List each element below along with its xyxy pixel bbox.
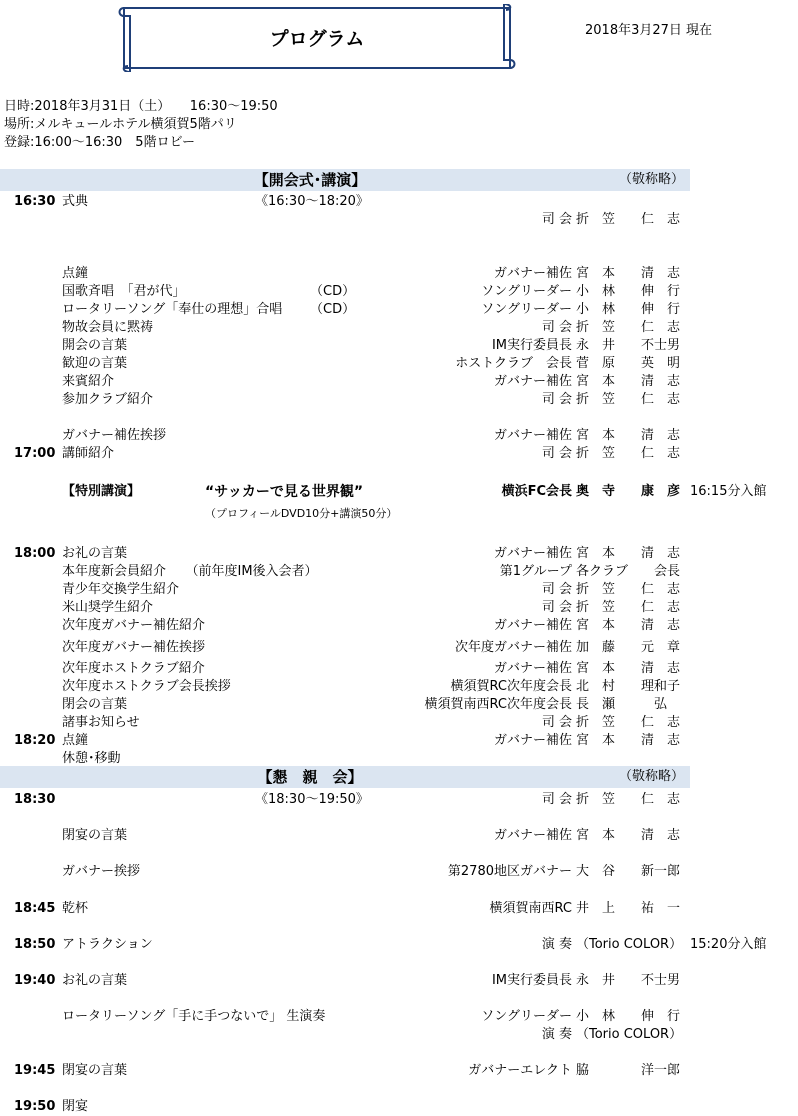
row-role: ガバナー補佐 <box>493 618 572 633</box>
row-role: ガバナーエレクト <box>468 1063 572 1078</box>
row-role: 司 会 <box>541 212 572 227</box>
row-role: 演 奏 <box>541 1027 572 1042</box>
row-role: ホストクラブ 会長 <box>455 356 572 371</box>
section-note: （敬称略） <box>618 172 684 187</box>
row-name: 脇 洋一郎 <box>576 1063 681 1078</box>
event-venue: 場所:メルキュールホテル横須賀5階パリ <box>4 117 237 132</box>
row-name: 小 林 伸 行 <box>576 1009 681 1024</box>
row-role: 第1グループ <box>499 564 572 579</box>
row-name: 折 笠 仁 志 <box>576 715 681 730</box>
row-item: ガバナー挨拶 <box>62 864 141 879</box>
row-role: ソングリーダー <box>481 1009 572 1024</box>
row-role: 司 会 <box>541 600 572 615</box>
row-name: 宮 本 清 志 <box>576 266 681 281</box>
row-role: IM実行委員長 <box>491 973 572 988</box>
row-name: 宮 本 清 志 <box>576 828 681 843</box>
row-item: 閉宴 <box>62 1099 89 1114</box>
row-item: 来賓紹介 <box>62 374 115 389</box>
row-item: 閉宴の言葉 <box>62 828 128 843</box>
row-role: 司 会 <box>541 392 572 407</box>
row-note: 《18:30〜19:50》 <box>255 792 369 807</box>
row-role: 司 会 <box>541 792 572 807</box>
section-band-reception <box>0 766 690 788</box>
row-time: 18:50 <box>14 937 56 952</box>
row-arrival: 15:20分入館 <box>690 937 767 952</box>
row-name: （Torio COLOR） <box>576 937 683 952</box>
row-role: 横須賀南西RC次年度会長 <box>424 697 572 712</box>
row-item: 参加クラブ紹介 <box>62 392 154 407</box>
row-role: ガバナー補佐 <box>493 546 572 561</box>
row-name: 宮 本 清 志 <box>576 428 681 443</box>
row-note: “サッカーで見る世界観” <box>205 484 364 500</box>
row-item: 点鐘 <box>62 733 89 748</box>
row-name: 宮 本 清 志 <box>576 733 681 748</box>
title-banner <box>118 4 516 72</box>
row-name: 折 笠 仁 志 <box>576 600 681 615</box>
row-role: ガバナー補佐 <box>493 661 572 676</box>
row-item: 次年度ガバナー補佐挨拶 <box>62 640 206 655</box>
row-time: 18:00 <box>14 546 56 561</box>
row-item: アトラクション <box>62 937 153 952</box>
row-name: 長 瀬 弘 <box>576 697 668 712</box>
row-time: 17:00 <box>14 446 56 461</box>
row-time: 18:20 <box>14 733 56 748</box>
section-title: 【開会式･講演】 <box>253 171 367 189</box>
row-role: 演 奏 <box>541 937 572 952</box>
row-item: 式典 <box>62 194 89 209</box>
row-role: 司 会 <box>541 446 572 461</box>
row-time: 18:30 <box>14 792 56 807</box>
row-item: お礼の言葉 <box>62 973 128 988</box>
row-role: ソングリーダー <box>481 284 572 299</box>
row-item: 次年度ガバナー補佐紹介 <box>62 618 206 633</box>
row-item: 本年度新会員紹介 （前年度IM後入会者） <box>62 564 318 579</box>
row-item: 乾杯 <box>62 901 89 916</box>
row-item: 【特別講演】 <box>62 484 141 499</box>
row-name: 永 井 不士男 <box>576 973 681 988</box>
row-role: ガバナー補佐 <box>493 266 572 281</box>
row-role: IM実行委員長 <box>491 338 572 353</box>
row-item: 諸事お知らせ <box>62 715 140 730</box>
row-name: 折 笠 仁 志 <box>576 792 681 807</box>
row-note: 《16:30〜18:20》 <box>255 194 369 209</box>
row-name: 井 上 祐 一 <box>576 901 681 916</box>
row-item: 次年度ホストクラブ紹介 <box>62 661 205 676</box>
row-name: 大 谷 新一郎 <box>576 864 681 879</box>
section-title: 【懇 親 会】 <box>257 768 363 786</box>
row-item: 講師紹介 <box>62 446 115 461</box>
row-note: （プロフィールDVD10分+講演50分） <box>205 507 398 520</box>
page-title: プログラム <box>269 28 365 50</box>
event-registration: 登録:16:00〜16:30 5階ロビー <box>4 135 196 150</box>
row-role: 横須賀南西RC <box>489 901 572 916</box>
row-role: 次年度ガバナー補佐 <box>454 640 572 655</box>
row-time: 18:45 <box>14 901 56 916</box>
row-name: 折 笠 仁 志 <box>576 582 681 597</box>
row-role: ガバナー補佐 <box>493 428 572 443</box>
row-role: 横須賀RC次年度会長 <box>450 679 572 694</box>
row-role: ソングリーダー <box>481 302 572 317</box>
row-note: （CD） <box>310 302 356 317</box>
row-name: 宮 本 清 志 <box>576 374 681 389</box>
row-name: 宮 本 清 志 <box>576 661 681 676</box>
row-name: 小 林 伸 行 <box>576 302 681 317</box>
row-item: ロータリーソング「手に手つないで」 生演奏 <box>62 1009 326 1024</box>
row-item: お礼の言葉 <box>62 546 128 561</box>
row-item: 次年度ホストクラブ会長挨拶 <box>62 679 231 694</box>
row-name: 各クラブ 会長 <box>576 564 681 579</box>
row-name: （Torio COLOR） <box>576 1027 683 1042</box>
row-item: ガバナー補佐挨拶 <box>62 428 167 443</box>
row-role: 横浜FC会長 <box>501 484 572 499</box>
row-time: 19:50 <box>14 1099 56 1114</box>
row-name: 折 笠 仁 志 <box>576 446 681 461</box>
row-note: （CD） <box>310 284 356 299</box>
row-item: 点鐘 <box>62 266 89 281</box>
row-name: 小 林 伸 行 <box>576 284 681 299</box>
row-name: 加 藤 元 章 <box>576 640 681 655</box>
row-name: 宮 本 清 志 <box>576 618 681 633</box>
row-time: 19:40 <box>14 973 56 988</box>
row-name: 北 村 理和子 <box>576 679 681 694</box>
row-item: 国歌斉唱 「君が代」 <box>62 284 186 299</box>
row-item: 歓迎の言葉 <box>62 356 128 371</box>
event-date: 日時:2018年3月31日（土） 16:30〜19:50 <box>4 99 278 114</box>
row-name: 永 井 不士男 <box>576 338 681 353</box>
row-role: ガバナー補佐 <box>493 374 572 389</box>
row-name: 奥 寺 康 彦 <box>576 484 681 499</box>
row-arrival: 16:15分入館 <box>690 484 767 499</box>
section-note: （敬称略） <box>618 769 684 784</box>
as-of-date: 2018年3月27日 現在 <box>585 23 713 38</box>
row-role: ガバナー補佐 <box>493 828 572 843</box>
row-item: 閉会の言葉 <box>62 697 128 712</box>
row-name: 折 笠 仁 志 <box>576 392 681 407</box>
row-name: 折 笠 仁 志 <box>576 320 681 335</box>
row-item: 閉宴の言葉 <box>62 1063 128 1078</box>
section-band-ceremony <box>0 169 690 191</box>
row-time: 16:30 <box>14 194 56 209</box>
row-item: ロータリーソング「奉仕の理想」合唱 <box>62 302 283 317</box>
row-item: 休憩･移動 <box>62 751 121 766</box>
row-role: 司 会 <box>541 320 572 335</box>
row-name: 宮 本 清 志 <box>576 546 681 561</box>
row-item: 青少年交換学生紹介 <box>62 582 180 597</box>
row-item: 物故会員に黙祷 <box>62 320 154 335</box>
row-role: 司 会 <box>541 582 572 597</box>
row-name: 菅 原 英 明 <box>576 356 681 371</box>
row-role: 司 会 <box>541 715 572 730</box>
row-item: 米山奨学生紹介 <box>62 600 154 615</box>
row-name: 折 笠 仁 志 <box>576 212 681 227</box>
row-item: 開会の言葉 <box>62 338 128 353</box>
row-role: 第2780地区ガバナー <box>447 864 572 879</box>
row-time: 19:45 <box>14 1063 56 1078</box>
row-role: ガバナー補佐 <box>493 733 572 748</box>
